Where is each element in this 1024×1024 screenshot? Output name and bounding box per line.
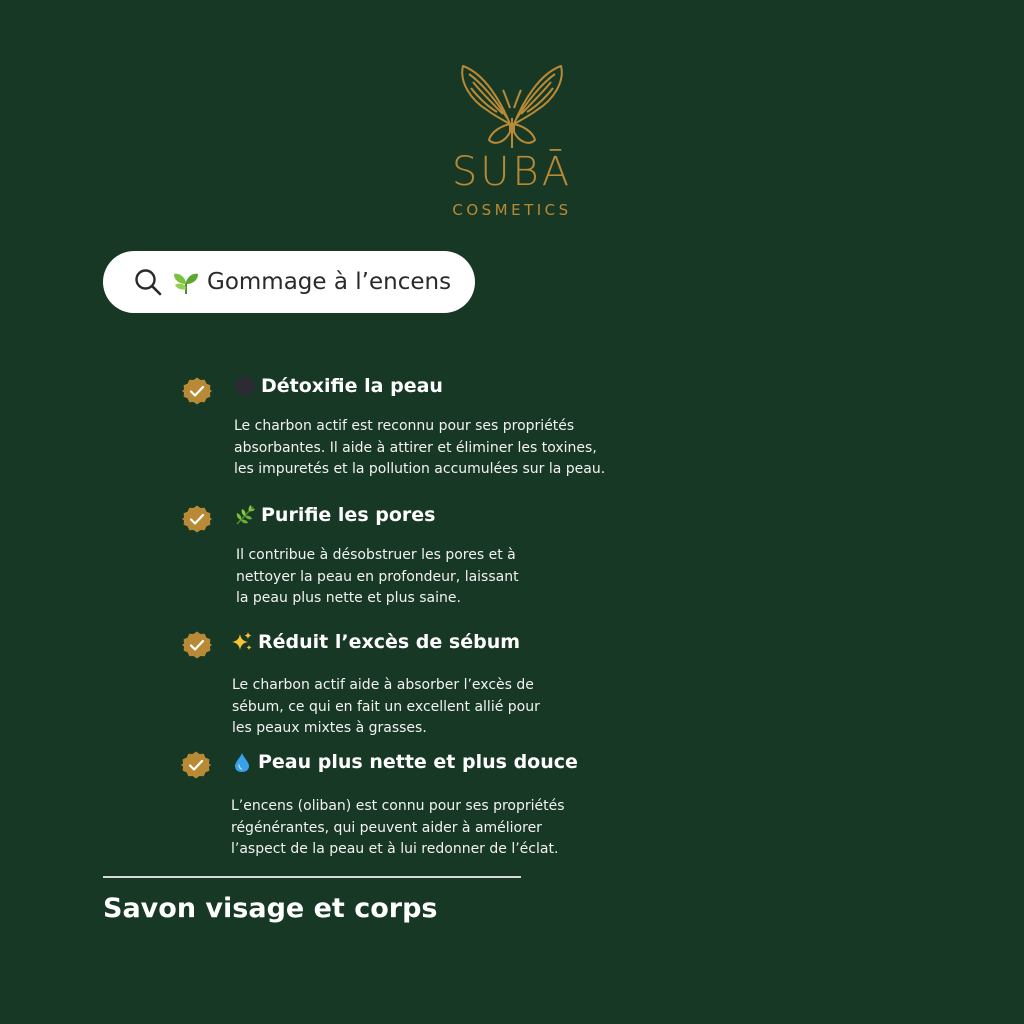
feature-title-detox (234, 375, 443, 397)
divider (103, 876, 521, 878)
brand-name: SUBĀ (451, 149, 573, 195)
search-text[interactable]: Gommage à l’encens (207, 269, 452, 295)
feature-title-text: Réduit l’excès de sébum (258, 631, 521, 653)
black-circle-icon (234, 375, 256, 397)
feature-title-text: Purifie les pores (261, 504, 436, 526)
feature-description-pores: Il contribue à désobstruer les pores et à nettoyer la peau en profondeur, laissant la peau plus nette et plus saine. (236, 547, 519, 606)
feature-title-text: Détoxifie la peau (261, 375, 443, 397)
feature-title-softer-skin (231, 751, 578, 773)
check-badge-icon (182, 376, 212, 406)
feature-description-softer-skin: L’encens (oliban) est connu pour ses propriétés régénérantes, qui peuvent aider à améliorer l’aspect de la peau et à lui redonner de l’éclat. (231, 798, 565, 857)
brand-logo (0, 62, 1024, 150)
check-badge-icon (182, 630, 212, 660)
feature-title-text: Peau plus nette et plus douce (258, 751, 578, 773)
brand-subtitle: COSMETICS (452, 201, 572, 219)
search-icon[interactable] (133, 267, 163, 297)
droplet-icon (231, 751, 253, 773)
feature-title-sebum (231, 631, 520, 653)
check-badge-icon (181, 750, 211, 780)
search-bar[interactable] (103, 251, 475, 313)
butterfly-icon (457, 62, 567, 150)
sprout-icon (171, 267, 201, 297)
sparkles-icon (231, 631, 253, 653)
herb-icon (234, 504, 256, 526)
feature-description-sebum: Le charbon actif aide à absorber l’excès de sébum, ce qui en fait un excellent allié pour les peaux mixtes à grasses. (232, 677, 540, 736)
check-badge-icon (182, 504, 212, 534)
feature-description-detox: Le charbon actif est reconnu pour ses propriétés absorbantes. Il aide à attirer et éliminer les toxines, les impuretés et la pollution accumulées sur la peau. (234, 418, 606, 477)
feature-title-pores (234, 504, 435, 526)
product-type-title: Savon visage et corps (103, 893, 438, 924)
